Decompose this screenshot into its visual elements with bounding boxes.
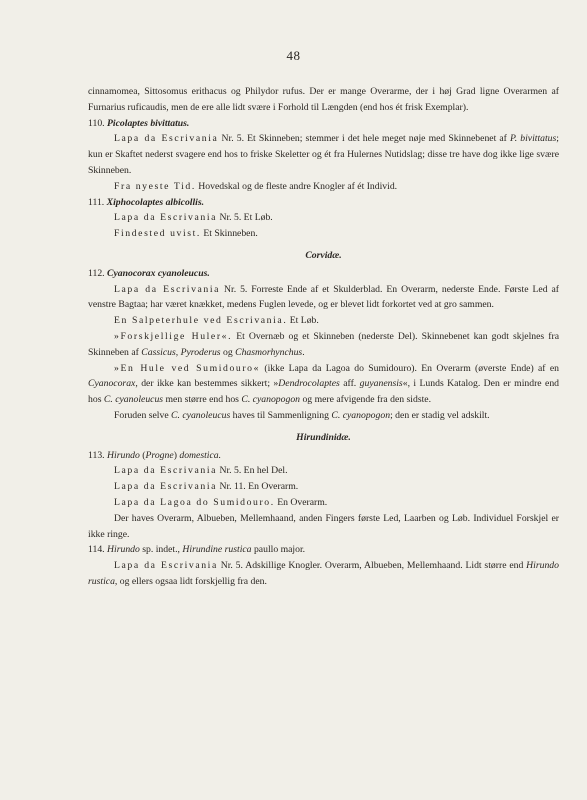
locality: Lapa da Escrivania bbox=[114, 481, 218, 493]
species-ref: Chasmorhynchus bbox=[235, 346, 303, 358]
family-heading-corvidae: Corvidæ. bbox=[305, 249, 342, 261]
entry-113-record-2 bbox=[88, 479, 559, 495]
entry-number: 111. bbox=[88, 196, 105, 208]
entry-number: 114. bbox=[88, 544, 105, 556]
locality: En Salpeterhule ved Escrivania. bbox=[114, 315, 288, 327]
record-text: ; den er stadig vel adskilt. bbox=[390, 409, 490, 421]
record-text: Nr. 5. Et Skinneben; stemmer i det hele meget nøje med Skinnebenet af bbox=[218, 133, 511, 145]
family-heading-hirundinidae: Hirundinidæ. bbox=[296, 431, 351, 443]
record-text: (ikke Lapa da Lagoa do Sumidouro). En Overarm (øverste Ende) af en bbox=[260, 362, 559, 374]
species-ref: C. cyanopogon bbox=[331, 409, 391, 421]
entry-number: 110. bbox=[88, 117, 105, 129]
record-text: og bbox=[220, 346, 236, 358]
locality: Findested uvist. bbox=[114, 228, 201, 240]
entry-112-record-3 bbox=[88, 329, 559, 361]
entry-112-record-4 bbox=[88, 361, 559, 408]
entry-111-record bbox=[88, 210, 559, 226]
species-name: Xiphocolaptes albicollis. bbox=[106, 196, 205, 208]
record-text: ; kun er Skaftet nederst svagere end hos to friske Skeletter og ét fra Hulernes Nutidslag; disse tre have dog ikke lige svære Skinneben. bbox=[88, 133, 559, 176]
entry-112-record bbox=[88, 282, 559, 314]
species-ref: C. cyanopogon bbox=[241, 394, 301, 406]
record-text: Nr. 11. En Overarm. bbox=[217, 481, 299, 493]
species-ref: Hirundo rustica bbox=[88, 560, 559, 587]
locality: »En Hule ved Sumidouro« bbox=[114, 362, 261, 374]
continuation-paragraph: cinnamomea, Sittosomus erithacus og Philydor rufus. Der er mange Overarme, der i høj Grad ligne Overarmen af Furnarius ruficaudis, men de ere alle lidt svære i Forhold til Længden (end hos ét frisk Exemplar). bbox=[88, 86, 559, 113]
locality: »Forskjellige Huler«. bbox=[114, 330, 233, 342]
record-text: Nr. 5. En hel Del. bbox=[217, 465, 288, 477]
record-text: Nr. 5. Adskillige Knogler. Overarm, Albueben, Mellemhaand. Lidt større end bbox=[217, 560, 527, 572]
record-text: og mere afvigende fra den sidste. bbox=[300, 394, 432, 406]
locality: Lapa da Escrivania bbox=[114, 465, 218, 477]
page-body bbox=[88, 84, 559, 590]
species-name-part: sp. indet., bbox=[139, 544, 183, 556]
entry-112-heading bbox=[88, 266, 559, 282]
entry-112-record-5 bbox=[88, 408, 559, 424]
entry-114-record bbox=[88, 558, 559, 590]
entry-110-record-2 bbox=[88, 179, 559, 195]
species-name: Cyanocorax cyanoleucus. bbox=[107, 267, 210, 279]
entry-number: 112. bbox=[88, 267, 105, 279]
record-text: , og ellers ogsaa lidt forskjellig fra den. bbox=[114, 575, 267, 587]
record-text: Foruden selve bbox=[114, 409, 172, 421]
entry-110-heading bbox=[88, 116, 559, 132]
page-number: 48 bbox=[286, 48, 301, 63]
record-text: En Overarm. bbox=[274, 496, 328, 508]
entry-114-heading bbox=[88, 542, 559, 558]
species-ref: C. cyanoleucus bbox=[171, 409, 231, 421]
species-ref: P. bivittatus bbox=[510, 133, 557, 145]
species-name-part: ( bbox=[139, 449, 146, 461]
locality: Lapa da Escrivania bbox=[114, 212, 218, 224]
record-text: , der ikke kan bestemmes sikkert; » bbox=[135, 378, 279, 390]
record-text: Et Skinneben. bbox=[200, 228, 258, 240]
entry-113-heading bbox=[88, 448, 559, 464]
species-ref: Hirundine rustica bbox=[182, 544, 252, 556]
species-name: Progne bbox=[145, 449, 174, 461]
species-name: Hirundo bbox=[107, 544, 140, 556]
record-text: men større end hos bbox=[163, 394, 242, 406]
record-text: Et Løb. bbox=[287, 315, 319, 327]
record-text: «, i Lunds Katalog. Den er mindre end hos bbox=[88, 378, 560, 406]
species-name-part: ) bbox=[173, 449, 180, 461]
species-ref: guyanensis bbox=[359, 378, 403, 390]
record-text: Nr. 5. Et Løb. bbox=[217, 212, 273, 224]
entry-112-record-2 bbox=[88, 313, 559, 329]
record-text: Nr. 5. Forreste Ende af et Skulderblad. En Overarm, nederste Ende. Første Led af venstre Bagtaa; har været knækket, medens Fuglen levede, og er blevet lidt forkortet ved at gro sammen. bbox=[88, 283, 560, 311]
locality: Lapa da Lagoa do Sumidouro. bbox=[114, 496, 275, 508]
entry-113-record-3 bbox=[88, 495, 559, 511]
entry-111-record-2 bbox=[88, 226, 559, 242]
record-text: . bbox=[302, 346, 305, 358]
entry-number: 113. bbox=[88, 449, 105, 461]
species-name: domestica. bbox=[179, 449, 222, 461]
locality: Lapa da Escrivania bbox=[114, 133, 219, 145]
record-text: aff. bbox=[339, 378, 360, 390]
species-ref: Dendrocolaptes bbox=[278, 378, 340, 390]
species-ref: Cyanocorax bbox=[88, 378, 136, 390]
species-name-part: paullo major. bbox=[251, 544, 306, 556]
entry-110-record bbox=[88, 131, 559, 178]
species-ref: Cassicus, Pyroderus bbox=[141, 346, 221, 358]
record-text: Hovedskal og de fleste andre Knogler af ét Individ. bbox=[195, 180, 398, 192]
locality: Fra nyeste Tid. bbox=[114, 180, 196, 192]
species-name: Picolaptes bivittatus. bbox=[107, 117, 190, 129]
locality: Lapa da Escrivania bbox=[114, 560, 218, 572]
record-text: Et Overnæb og et Skinneben (nederste Del). Skinnebenet kan godt skjelnes fra Skinneben af bbox=[88, 330, 560, 358]
entry-113-record-4: Der haves Overarm, Albueben, Mellemhaand, anden Fingers første Led, Laarben og Løb. Individuel Forskjel er ikke ringe. bbox=[88, 512, 559, 540]
locality: Lapa da Escrivania bbox=[114, 283, 221, 295]
entry-113-record bbox=[88, 463, 559, 479]
species-name: Hirundo bbox=[107, 449, 140, 461]
species-ref: C. cyanoleucus bbox=[103, 394, 164, 406]
entry-111-heading bbox=[88, 195, 559, 211]
record-text: haves til Sammenligning bbox=[230, 409, 332, 421]
